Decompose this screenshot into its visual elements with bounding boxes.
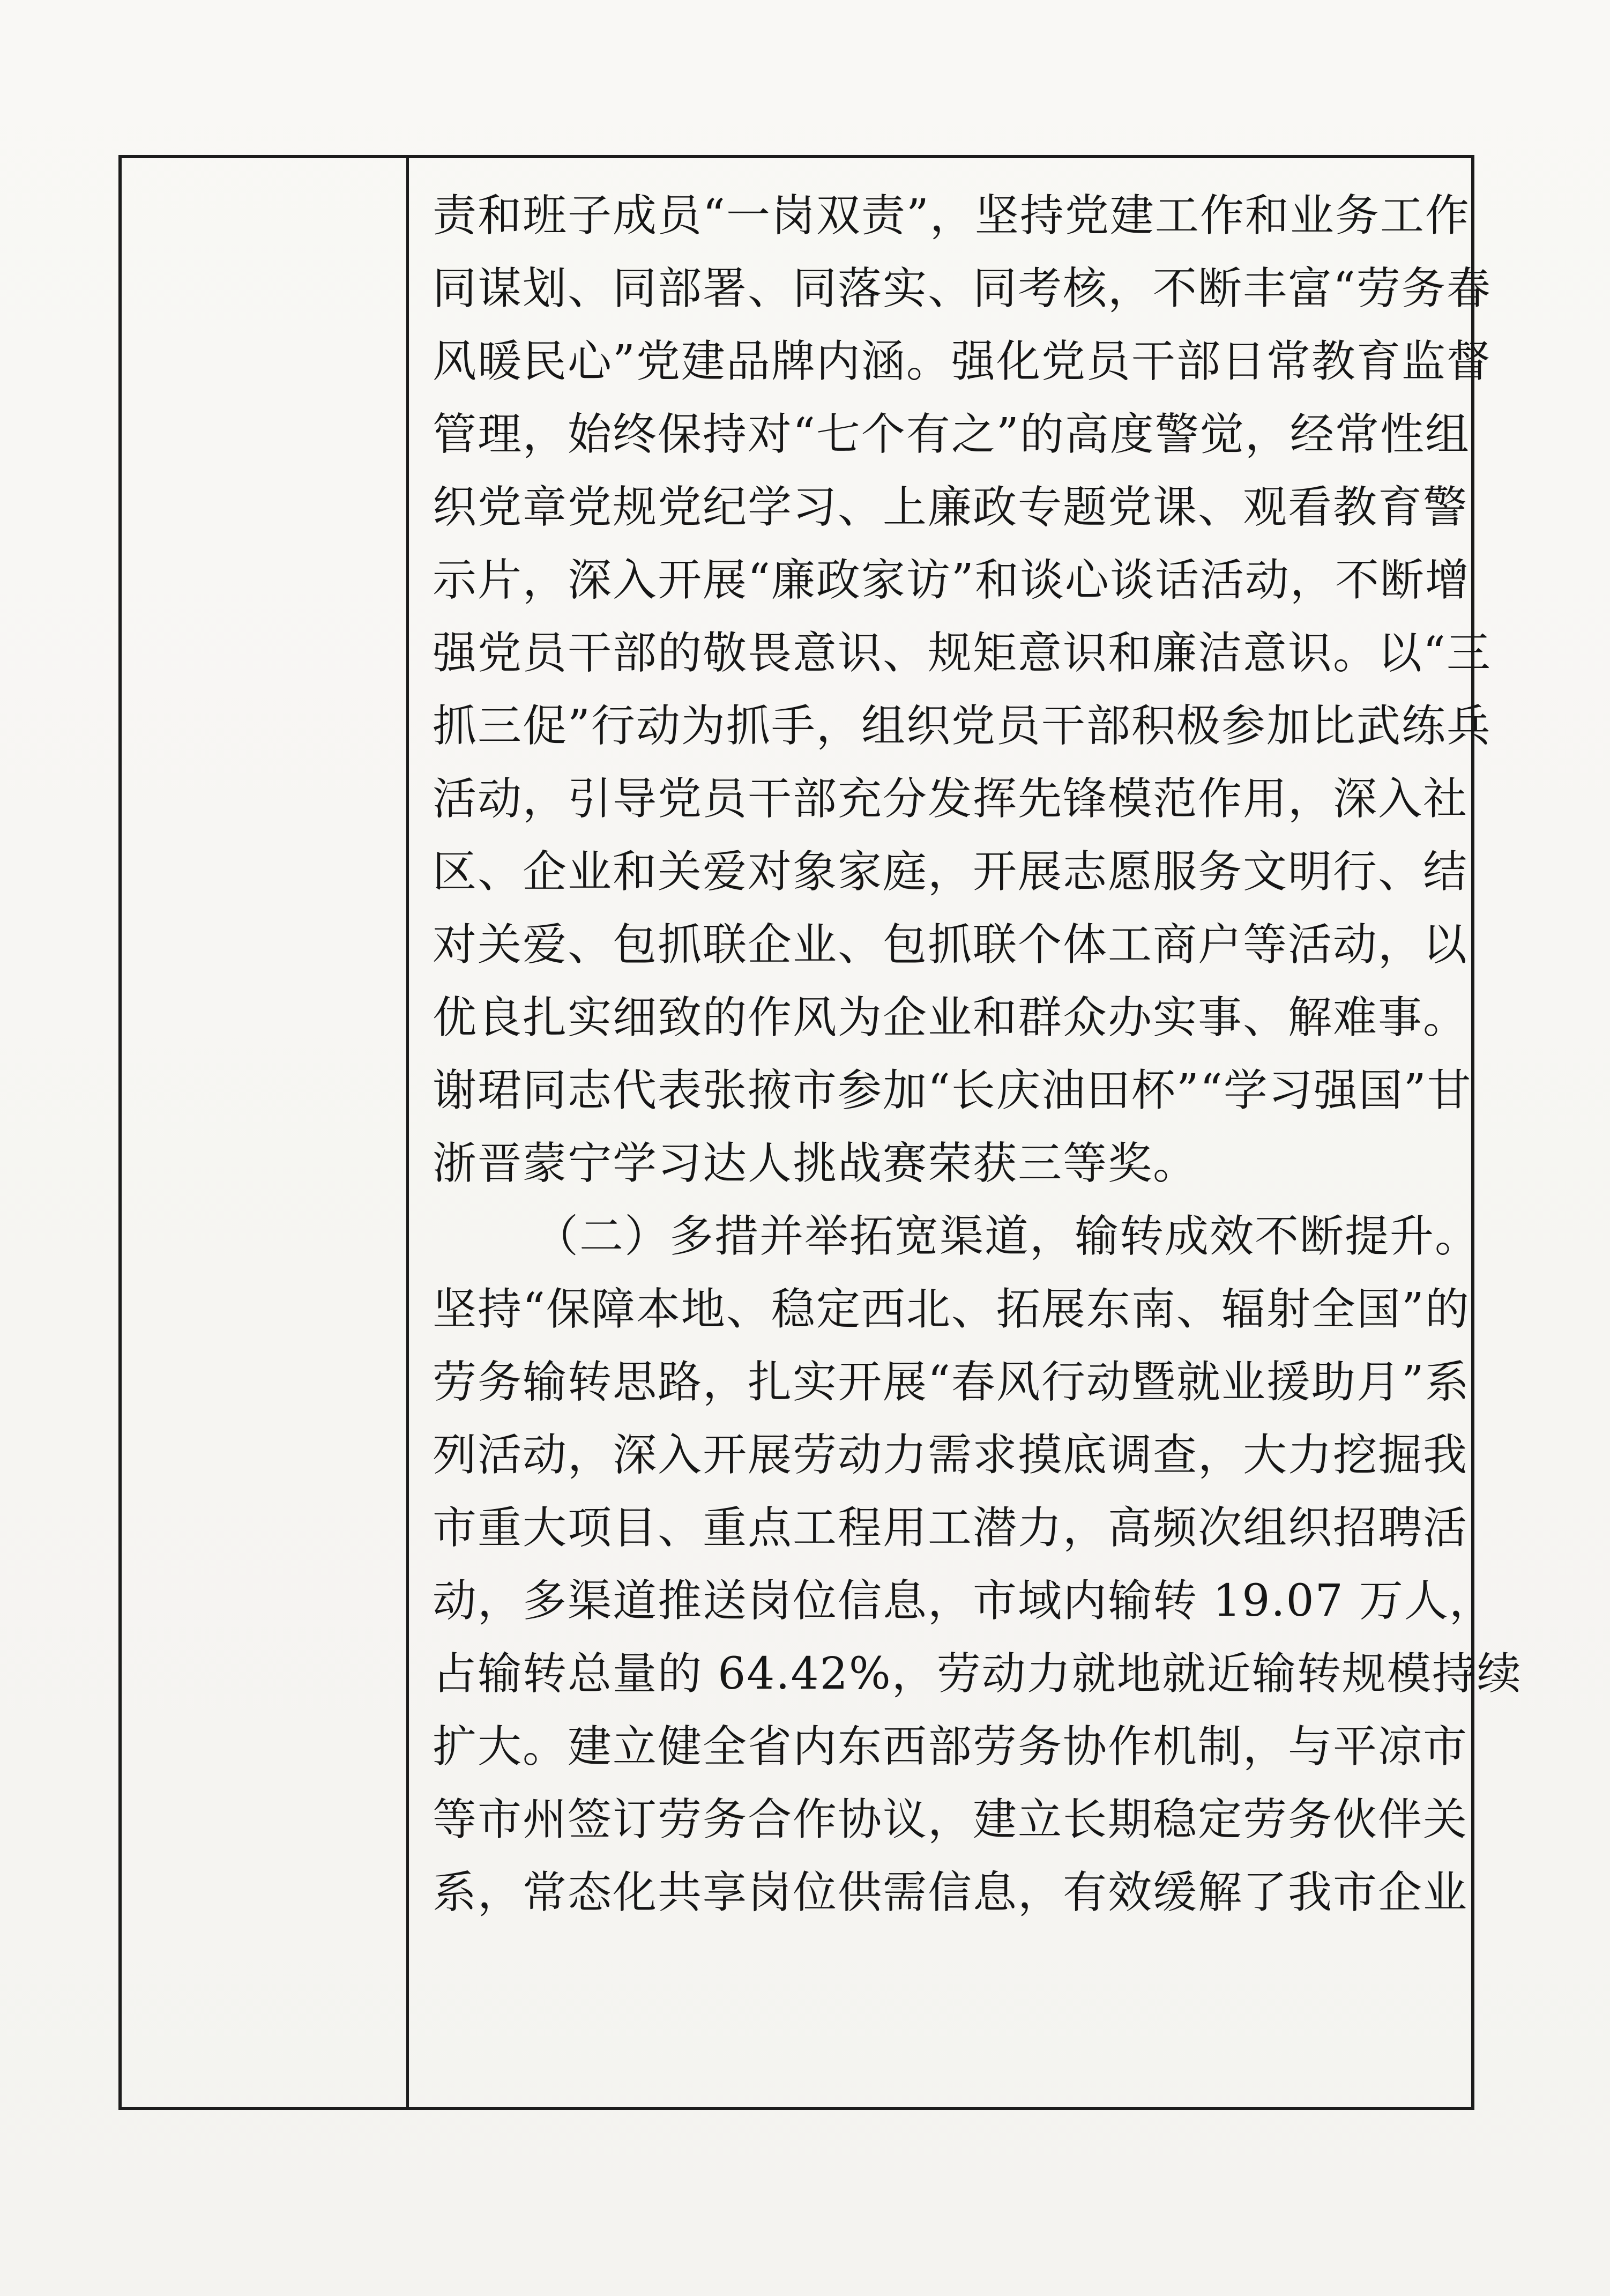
text-line: 对关爱、包抓联企业、包抓联个体工商户等活动，以	[433, 919, 1469, 970]
text-line: 系，常态化共享岗位供需信息，有效缓解了我市企业	[433, 1867, 1469, 1918]
text-line: 管理，始终保持对“七个有之”的高度警觉，经常性组	[433, 409, 1470, 460]
text-line: 强党员干部的敬畏意识、规矩意识和廉洁意识。以“三	[433, 628, 1492, 679]
text-line: 责和班子成员“一岗双责”，坚持党建工作和业务工作	[433, 190, 1470, 241]
text-line: 扩大。建立健全省内东西部劳务协作机制，与平凉市	[433, 1721, 1469, 1772]
text-line: 示片，深入开展“廉政家访”和谈心谈话活动，不断增	[433, 555, 1470, 606]
text-line: 风暖民心”党建品牌内涵。强化党员干部日常教育监督	[433, 336, 1492, 387]
text-line: 市重大项目、重点工程用工潜力，高频次组织招聘活	[433, 1503, 1469, 1554]
body-paragraphs	[433, 180, 1522, 1929]
text-line: 优良扎实细致的作风为企业和群众办实事、解难事。	[433, 992, 1469, 1043]
text-line: 区、企业和关爱对象家庭，开展志愿服务文明行、结	[433, 846, 1469, 897]
text-line: 浙晋蒙宁学习达人挑战赛荣获三等奖。	[433, 1138, 1198, 1189]
text-line: 占输转总量的 64.42%，劳动力就地就近输转规模持续	[433, 1648, 1522, 1699]
left-label-column	[122, 158, 409, 2107]
text-line: 抓三促”行动为抓手，组织党员干部积极参加比武练兵	[433, 701, 1492, 752]
text-line: 劳务输转思路，扎实开展“春风行动暨就业援助月”系	[433, 1357, 1470, 1408]
text-line: 谢珺同志代表张掖市参加“长庆油田杯”“学习强国”甘	[433, 1065, 1472, 1116]
text-line: 活动，引导党员干部充分发挥先锋模范作用，深入社	[433, 774, 1469, 824]
text-line: 同谋划、同部署、同落实、同考核，不断丰富“劳务春	[433, 263, 1492, 314]
text-line: 坚持“保障本地、稳定西北、拓展东南、辐射全国”的	[433, 1284, 1470, 1335]
text-line: 等市州签订劳务合作协议，建立长期稳定劳务伙伴关	[433, 1794, 1469, 1845]
text-line: 列活动，深入开展劳动力需求摸底调查，大力挖掘我	[433, 1430, 1469, 1481]
section-heading: （二）多措并举拓宽渠道，输转成效不断提升。	[534, 1211, 1480, 1262]
document-table	[118, 155, 1522, 2110]
text-line: 动，多渠道推送岗位信息，市域内输转 19.07 万人，	[433, 1576, 1494, 1626]
text-line: 织党章党规党纪学习、上廉政专题党课、观看教育警	[433, 482, 1469, 533]
